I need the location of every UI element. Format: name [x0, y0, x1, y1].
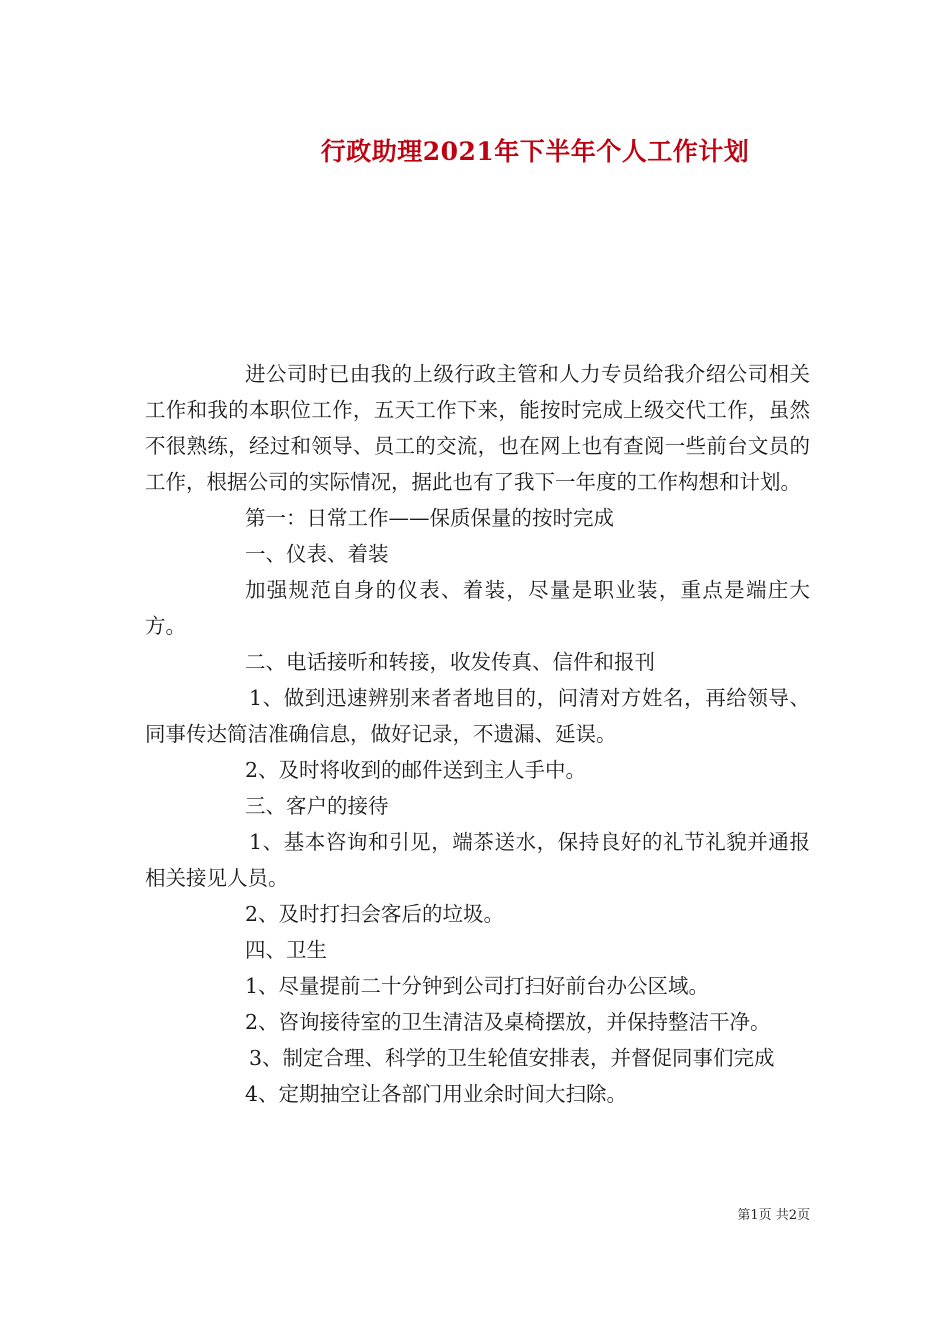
document-body [145, 356, 810, 1112]
list-item-hygiene-3: 3、制定合理、科学的卫生轮值安排表，并督促同事们完成 [249, 1046, 775, 1070]
list-item-phone-1: 1、做到迅速辨别来者者地目的，问清对方姓名，再给领导、同事传达简洁准确信息，做好记录，不遗漏、延误。 [145, 686, 810, 746]
document-title: 行政助理2021年下半年个人工作计划 [320, 137, 750, 166]
subheading-phone: 二、电话接听和转接，收发传真、信件和报刊 [245, 650, 655, 674]
list-item-phone-2: 2、及时将收到的邮件送到主人手中。 [245, 758, 587, 782]
page-number: 第1页 共2页 [737, 1208, 810, 1223]
subheading-hygiene: 四、卫生 [245, 938, 327, 962]
subheading-reception: 三、客户的接待 [245, 794, 389, 818]
list-item-hygiene-2: 2、咨询接待室的卫生清洁及桌椅摆放，并保持整洁干净。 [245, 1010, 771, 1034]
subheading-appearance: 一、仪表、着装 [245, 542, 389, 566]
intro-paragraph: 进公司时已由我的上级行政主管和人力专员给我介绍公司相关工作和我的本职位工作，五天工作下来，能按时完成上级交代工作，虽然不很熟练，经过和领导、员工的交流，也在网上也有查阅一些前台文员的工作，根据公司的实际情况，据此也有了我下一年度的工作构想和计划。 [145, 362, 810, 494]
list-item-reception-1: 1、基本咨询和引见，端茶送水，保持良好的礼节礼貌并通报相关接见人员。 [145, 830, 810, 890]
list-item-hygiene-1: 1、尽量提前二十分钟到公司打扫好前台办公区域。 [245, 974, 710, 998]
list-item-reception-2: 2、及时打扫会客后的垃圾。 [245, 902, 505, 926]
list-item-hygiene-4: 4、定期抽空让各部门用业余时间大扫除。 [245, 1082, 628, 1106]
section-heading-daily-work: 第一：日常工作——保质保量的按时完成 [245, 506, 614, 530]
paragraph-appearance: 加强规范自身的仪表、着装，尽量是职业装，重点是端庄大方。 [145, 578, 810, 638]
